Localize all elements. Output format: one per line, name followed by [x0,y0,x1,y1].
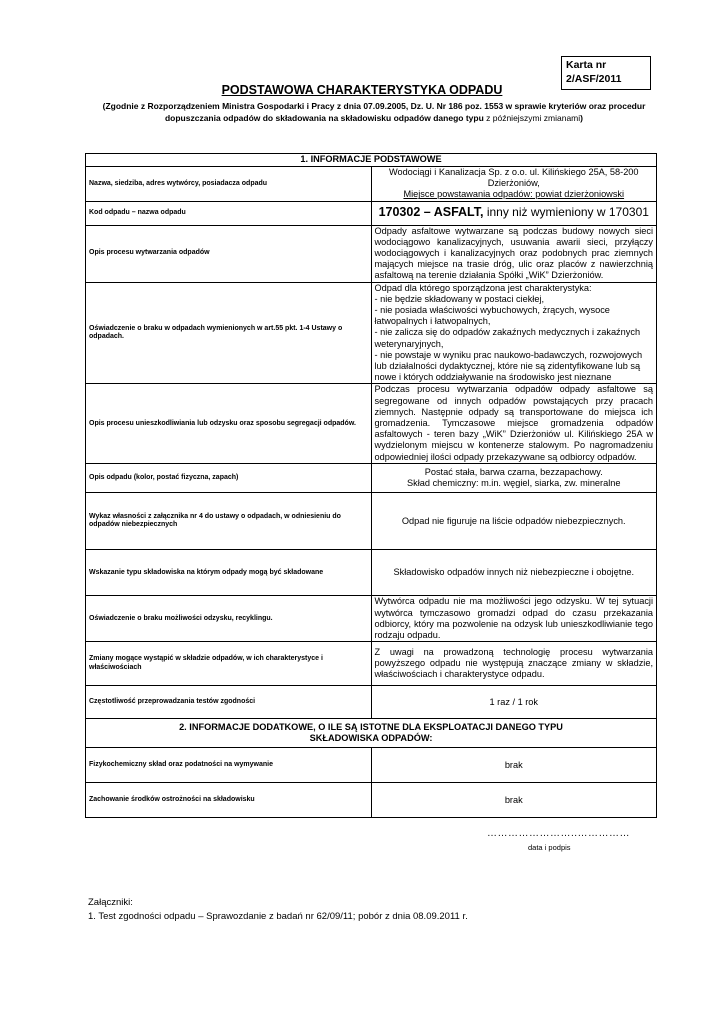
table-row [86,686,657,719]
row-value-description [371,464,657,493]
attachment-item: 1. Test zgodności odpadu – Sprawozdanie z badań nr 62/09/11; pobór z dnia 08.09.2011 r. [88,911,468,922]
subtitle-regulation: (Zgodnie z Rozporządzeniem Ministra Gospodarki i Pracy z dnia 07.09.2005, Dz. U. Nr 186 poz. 1553 w sprawie kryteriów oraz procedur dopuszczania odpadów do składowania na składowisku odpadów danego typu [102,101,646,123]
waste-code-name: inny niż wymieniony w 170301 [483,205,649,219]
attachments-heading: Załączniki: [88,897,133,908]
row-value-declaration [371,282,657,384]
subtitle-close: ) [580,112,583,123]
row-label-declaration: Oświadczenie o braku w odpadach wymienionych w art.55 pkt. 1-4 Ustawy o odpadach. [86,282,372,384]
row-value-producer [371,167,657,202]
table-row [86,642,657,686]
declaration-line: Odpad dla którego sporządzona jest charakterystyka: [374,282,592,293]
description-composition: Skład chemiczny: m.in. węgiel, siarka, zw. mineralne [407,478,621,489]
attachments [88,896,468,924]
row-label-process: Opis procesu wytwarzania odpadów [86,225,372,282]
row-label-frequency: Częstotliwość przeprowadzania testów zgodności [86,686,372,719]
row-value-physchem: brak [371,748,657,783]
row-value-segregation: Podczas procesu wytwarzania odpadów odpady asfaltowe są segregowane od innych odpadów powstających przy pracach ziemnych. Następnie odpady są transportowane do miejsca ich gromadzenia. Tymczasowe miejsce gromadzenia odpadów asfaltowych - teren bazy „WiK” Dzierżoniów ul. Kilińskiego 25A w wydzielonym miejscu w kontenerze stalowym. Po nagromadzeniu odpowiedniej ilości odpady przekazywane są odbiorcy odpadów. [371,384,657,464]
row-label-recovery: Oświadczenie o braku możliwości odzysku, recyklingu. [86,596,372,642]
row-label-description: Opis odpadu (kolor, postać fizyczna, zapach) [86,464,372,493]
table-row [86,550,657,596]
row-value-landfill: Składowisko odpadów innych niż niebezpieczne i obojętne. [371,550,657,596]
row-label-changes: Zmiany mogące wystąpić w składzie odpadów, w ich charakterystyce i właściwościach [86,642,372,686]
card-number-value: 2/ASF/2011 [566,73,622,85]
card-number-label: Karta nr [566,59,607,71]
table-row [86,748,657,783]
document-subtitle [88,101,660,124]
section-1-header-row [86,154,657,167]
waste-code: 170302 – ASFALT, [378,205,484,219]
row-value-process: Odpady asfaltowe wytwarzane są podczas budowy nowych sieci wodociągowo kanalizacyjnych, usuwania awarii sieci, przyłączy wodociągowych i kanalizacyjnych oraz podobnych prac ziemnych mających miejsce na trasie dróg, ulic oraz placów z nawierzchnią asfaltową na terenie działania Spółki „WiK” Dzierżoniów. [371,225,657,282]
section-2-title [86,719,657,748]
producer-location: Miejsce powstawania odpadów: powiat dzierżoniowski [403,189,625,200]
subtitle-amendments: z późniejszymi zmianami [483,112,581,123]
row-label-producer: Nazwa, siedziba, adres wytwórcy, posiadacza odpadu [86,167,372,202]
table-row [86,464,657,493]
row-value-frequency: 1 raz / 1 rok [371,686,657,719]
declaration-line: - nie zalicza się do odpadów zakaźnych medycznych i zakaźnych weterynaryjnych, [374,327,641,349]
signature-line: ……………………..…………… [487,828,631,839]
row-label-segregation: Opis procesu unieszkodliwiania lub odzysku oraz sposobu segregacji odpadów. [86,384,372,464]
row-value-waste-code [371,201,657,225]
section-2-header-row [86,719,657,748]
table-row [86,384,657,464]
table-row [86,225,657,282]
row-label-physchem: Fizykochemiczny skład oraz podatności na wymywanie [86,748,372,783]
document-title: PODSTAWOWA CHARAKTERYSTYKA ODPADU [221,83,503,97]
row-label-waste-code: Kod odpadu – nazwa odpadu [86,201,372,225]
table-row [86,596,657,642]
table-row [86,201,657,225]
table-row [86,493,657,550]
row-value-changes: Z uwagi na prowadzoną technologię procesu wytwarzania powyższego odpadu nie występują znaczące zmiany w składzie, właściwościach i charakterystyce odpadu. [371,642,657,686]
section-2-title-line: SKŁADOWISKA ODPADÓW: [309,733,433,744]
row-label-landfill: Wskazanie typu składowiska na którym odpady mogą być składowane [86,550,372,596]
table-row [86,282,657,384]
row-value-recovery: Wytwórca odpadu nie ma możliwości jego odzysku. W tej sytuacji wytwórca tymczasowo gromadzi odpad do czasu przekazania odbiorcy, który ma pozwolenie na odzysk lub unieszkodliwianie tego rodzaju odpadu. [371,596,657,642]
row-value-properties: Odpad nie figuruje na liście odpadów niebezpiecznych. [371,493,657,550]
declaration-line: - nie będzie składowany w postaci ciekłej, [374,293,545,304]
declaration-line: - nie powstaje w wyniku prac naukowo-badawczych, rozwojowych lub działalności dydaktycznej, które nie są zidentyfikowane lub są nowe i których oddziaływanie na środowisko jest nieznane [374,349,643,383]
row-label-precautions: Zachowanie środków ostrożności na składowisku [86,783,372,818]
table-row [86,167,657,202]
signature-label: data i podpis [528,843,571,852]
declaration-line: - nie posiada właściwości wybuchowych, żrących, wysoce łatwopalnych i łatwopalnych, [374,305,610,327]
row-value-precautions: brak [371,783,657,818]
table-row [86,783,657,818]
row-label-properties: Wykaz własności z załącznika nr 4 do ustawy o odpadach, w odniesieniu do odpadów niebezpiecznych [86,493,372,550]
description-form: Postać stała, barwa czarna, bezzapachowy. [424,467,603,478]
producer-address: Wodociągi i Kanalizacja Sp. z o.o. ul. Kilińskiego 25A, 58-200 Dzierżoniów, [388,167,639,189]
section-2-title-line: 2. INFORMACJE DODATKOWE, O ILE SĄ ISTOTNE DLA EKSPLOATACJI DANEGO TYPU [179,721,563,732]
section-1-title: 1. INFORMACJE PODSTAWOWE [86,154,657,167]
characteristics-table [85,153,657,818]
